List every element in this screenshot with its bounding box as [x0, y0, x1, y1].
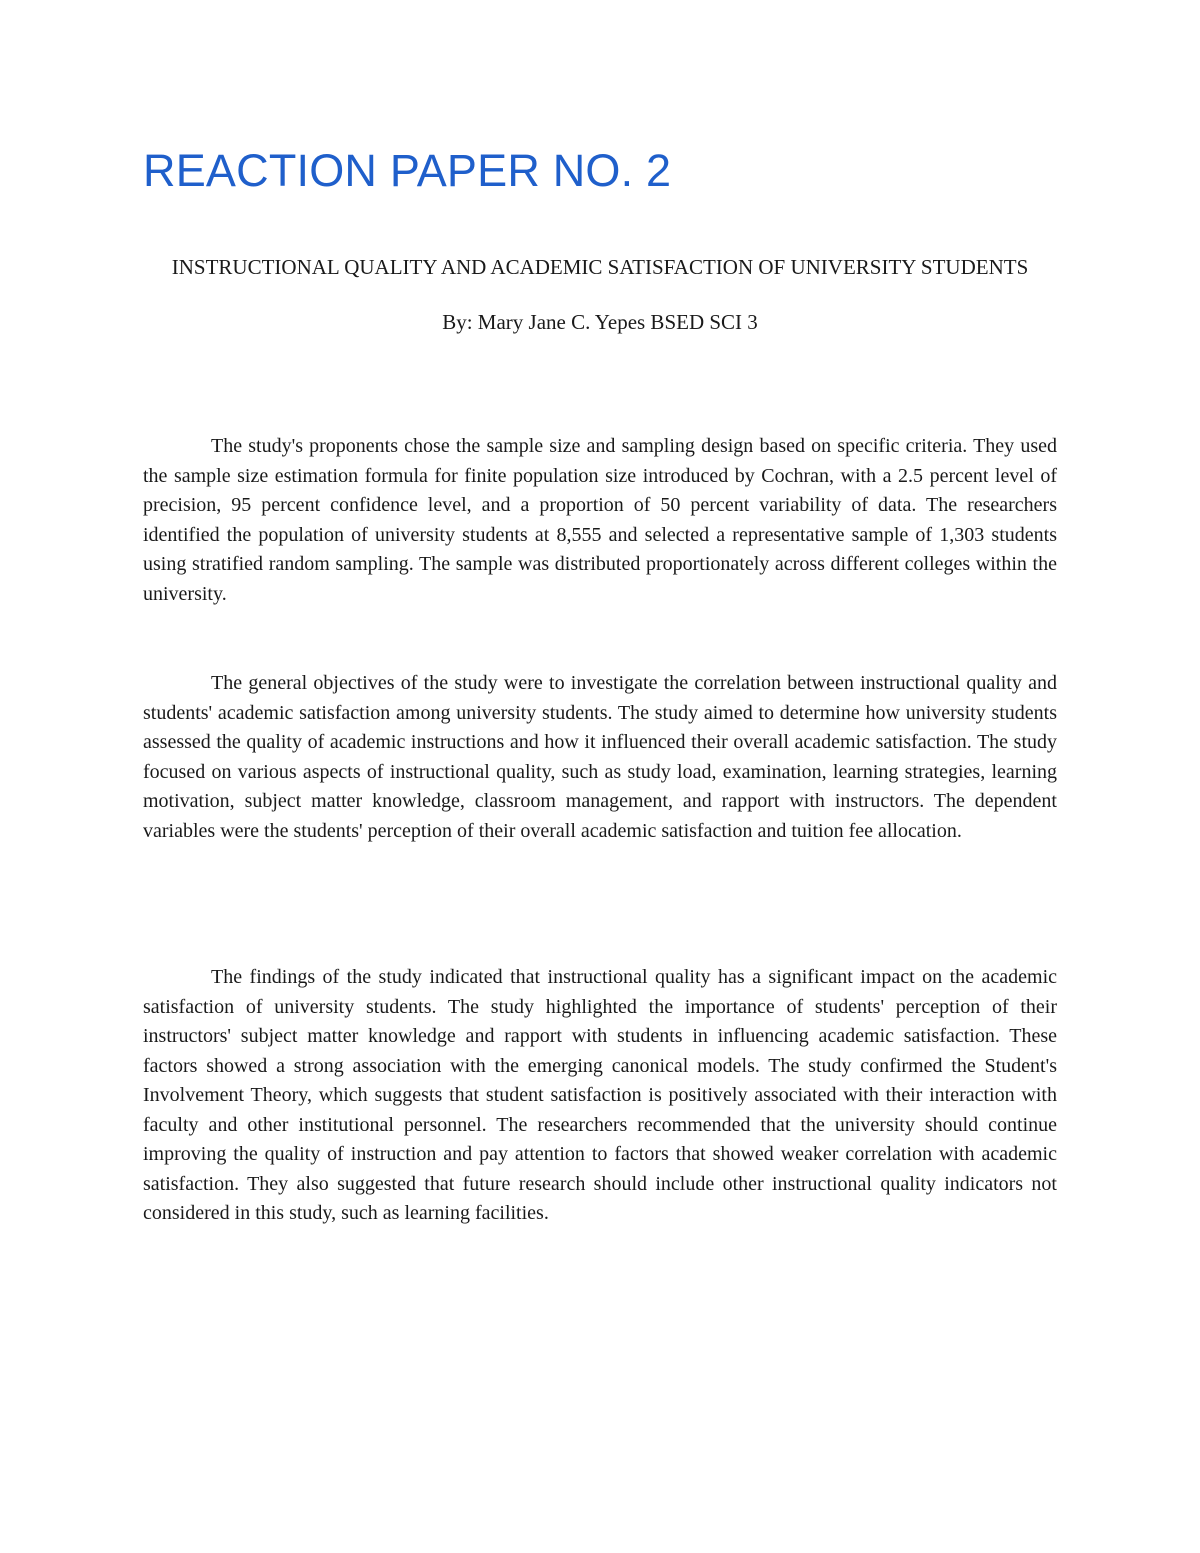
- paper-title: INSTRUCTIONAL QUALITY AND ACADEMIC SATISFACTION OF UNIVERSITY STUDENTS: [171, 255, 1029, 279]
- body-paragraph-findings: The findings of the study indicated that instructional quality has a significant impact on the academic satisfaction of university students. The study highlighted the importance of students' perception of their instructors' subject matter knowledge and rapport with students in influencing academic satisfaction. These factors showed a strong association with the emerging canonical models. The study confirmed the Student's Involvement Theory, which suggests that student satisfaction is positively associated with their interaction with faculty and other institutional personnel. The researchers recommended that the university should continue improving the quality of instruction and pay attention to factors that showed weaker correlation with academic satisfaction. They also suggested that future research should include other instructional quality indicators not considered in this study, such as learning facilities.: [143, 966, 1057, 1224]
- title-block: [143, 252, 1057, 338]
- body-paragraph-objectives: The general objectives of the study were to investigate the correlation between instructional quality and students' academic satisfaction among university students. The study aimed to determine how university students assessed the quality of academic instructions and how it influenced their overall academic satisfaction. The study focused on various aspects of instructional quality, such as study load, examination, learning strategies, learning motivation, subject matter knowledge, classroom management, and rapport with instructors. The dependent variables were the students' perception of their overall academic satisfaction and tuition fee allocation.: [143, 672, 1057, 842]
- body-paragraph-sampling: The study's proponents chose the sample size and sampling design based on specific criteria. They used the sample size estimation formula for finite population size introduced by Cochran, with a 2.5 percent level of precision, 95 percent confidence level, and a proportion of 50 percent variability of data. The researchers identified the population of university students at 8,555 and selected a representative sample of 1,303 students using stratified random sampling. The sample was distributed proportionately across different colleges within the university.: [143, 435, 1057, 605]
- author-line: By: Mary Jane C. Yepes BSED SCI 3: [442, 310, 758, 334]
- document-heading: REACTION PAPER NO. 2: [143, 145, 672, 196]
